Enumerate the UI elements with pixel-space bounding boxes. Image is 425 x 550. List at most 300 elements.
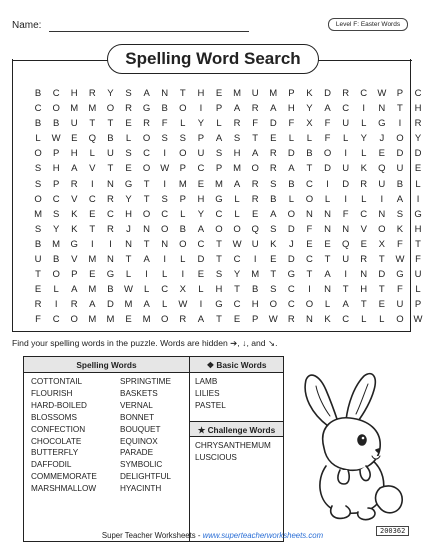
- word-item: LILIES: [195, 388, 220, 398]
- grid-letter: I: [344, 193, 347, 205]
- name-label: Name:: [12, 20, 42, 31]
- grid-letter: E: [89, 269, 96, 281]
- grid-letter: H: [414, 223, 422, 235]
- grid-letter: I: [308, 284, 311, 296]
- grid-letter: T: [216, 254, 222, 266]
- grid-letter: E: [34, 284, 42, 296]
- grid-letter: U: [378, 178, 386, 190]
- grid-letter: O: [215, 223, 223, 235]
- vertical-divider: [189, 357, 190, 541]
- grid-letter: V: [360, 223, 367, 235]
- challenge-words-header: [190, 421, 283, 437]
- grid-letter: B: [288, 178, 295, 190]
- grid-letter: S: [125, 148, 132, 160]
- grid-letter: T: [397, 103, 403, 115]
- grid-letter: I: [380, 193, 384, 205]
- grid-letter: U: [342, 254, 350, 266]
- grid-letter: A: [233, 103, 241, 115]
- grid-letter: B: [107, 133, 114, 145]
- grid-letter: T: [234, 284, 240, 296]
- grid-letter: O: [52, 103, 60, 115]
- grid-letter: L: [342, 133, 349, 145]
- grid-letter: N: [324, 284, 331, 296]
- grid-letter: R: [287, 314, 295, 326]
- grid-letter: E: [252, 208, 259, 220]
- grid-letter: U: [106, 148, 114, 160]
- grid-letter: N: [161, 88, 169, 99]
- grid-letter: X: [306, 118, 313, 130]
- grid-letter: L: [162, 299, 168, 311]
- grid-letter: R: [70, 299, 78, 311]
- grid-letter: M: [124, 299, 133, 311]
- grid-letter: E: [215, 88, 223, 99]
- word-item: SYMBOLIC: [120, 460, 163, 470]
- grid-letter: T: [342, 284, 349, 296]
- grid-letter: D: [324, 88, 331, 99]
- grid-letter: E: [233, 314, 241, 326]
- grid-letter: Y: [306, 103, 313, 115]
- grid-letter: H: [360, 284, 368, 296]
- grid-letter: I: [253, 254, 257, 266]
- grid-letter: L: [234, 193, 240, 205]
- page-title: Spelling Word Search: [107, 44, 319, 74]
- grid-letter: S: [396, 208, 404, 220]
- grid-letter: F: [288, 118, 295, 130]
- grid-letter: O: [142, 133, 151, 145]
- grid-letter: M: [215, 178, 223, 190]
- grid-letter: N: [324, 223, 331, 235]
- grid-letter: T: [360, 299, 367, 311]
- grid-letter: C: [88, 193, 96, 205]
- grid-letter: C: [306, 178, 313, 190]
- grid-letter: F: [161, 118, 168, 130]
- grid-row: [29, 174, 425, 189]
- grid-letter: K: [270, 238, 277, 250]
- grid-letter: M: [106, 314, 115, 326]
- grid-letter: P: [197, 133, 205, 145]
- grid-letter: H: [197, 193, 205, 205]
- grid-letter: L: [324, 193, 331, 205]
- grid-letter: S: [34, 223, 42, 235]
- grid-letter: S: [34, 163, 42, 175]
- grid-letter: H: [215, 284, 223, 296]
- grid-letter: L: [53, 284, 59, 296]
- grid-letter: S: [270, 178, 277, 190]
- grid-letter: A: [215, 133, 223, 145]
- grid-row: [29, 279, 425, 294]
- grid-letter: S: [125, 88, 132, 99]
- word-item: CONFECTION: [31, 424, 86, 434]
- grid-letter: Q: [251, 223, 259, 235]
- grid-letter: C: [197, 238, 205, 250]
- grid-letter: R: [34, 299, 42, 311]
- grid-letter: L: [180, 254, 186, 266]
- word-item: LUSCIOUS: [195, 452, 237, 462]
- grid-letter: C: [143, 148, 151, 160]
- grid-letter: L: [180, 208, 186, 220]
- footer: [0, 531, 425, 540]
- grid-letter: L: [415, 178, 421, 190]
- grid-letter: W: [395, 254, 405, 266]
- grid-letter: F: [324, 118, 331, 130]
- grid-letter: A: [233, 178, 241, 190]
- grid-letter: I: [91, 178, 94, 190]
- grid-letter: X: [378, 238, 385, 250]
- grid-row: [29, 189, 425, 204]
- grid-letter: S: [215, 269, 223, 281]
- grid-row: [29, 249, 425, 264]
- grid-letter: M: [88, 254, 97, 266]
- grid-letter: G: [70, 238, 78, 250]
- instructions: Find your spelling words in the puzzle. Words are hidden ➔, ↓, and ↘.: [12, 338, 278, 348]
- diamond-icon: ❖: [206, 360, 215, 370]
- grid-letter: C: [233, 299, 241, 311]
- grid-letter: B: [34, 238, 42, 250]
- grid-letter: G: [215, 299, 223, 311]
- grid-letter: L: [288, 193, 294, 205]
- grid-letter: B: [306, 148, 313, 160]
- grid-letter: D: [342, 178, 350, 190]
- grid-letter: O: [161, 314, 169, 326]
- grid-letter: E: [270, 133, 277, 145]
- grid-letter: C: [52, 314, 60, 326]
- arrow-diagonal-icon: ↘: [267, 338, 276, 348]
- footer-url[interactable]: www.superteacherworksheets.com: [202, 531, 324, 540]
- grid-letter: L: [125, 269, 132, 281]
- grid-letter: L: [234, 208, 240, 220]
- grid-letter: R: [251, 103, 259, 115]
- grid-letter: K: [71, 208, 78, 220]
- grid-letter: L: [415, 284, 421, 296]
- grid-letter: T: [107, 163, 114, 175]
- grid-letter: H: [197, 88, 205, 99]
- grid-letter: A: [324, 269, 331, 281]
- grid-letter: T: [252, 133, 259, 145]
- grid-letter: A: [197, 223, 205, 235]
- grid-letter: A: [270, 208, 277, 220]
- grid-letter: F: [35, 314, 41, 326]
- grid-letter: L: [198, 284, 204, 296]
- grid-letter: F: [415, 254, 421, 266]
- grid-letter: L: [361, 193, 367, 205]
- grid-letter: T: [216, 238, 222, 250]
- grid-letter: C: [342, 314, 350, 326]
- grid-letter: J: [379, 133, 385, 145]
- grid-letter: I: [163, 178, 167, 190]
- grid-letter: O: [378, 223, 386, 235]
- grid-letter: T: [89, 223, 96, 235]
- grid-letter: S: [161, 133, 168, 145]
- grid-letter: R: [179, 314, 187, 326]
- word-item: HYACINTH: [120, 484, 162, 494]
- word-item: FLOURISH: [31, 388, 73, 398]
- grid-letter: A: [143, 299, 150, 311]
- grid-letter: A: [324, 103, 331, 115]
- word-item: BONNET: [120, 412, 155, 422]
- grid-letter: W: [377, 88, 387, 99]
- grid-letter: M: [251, 269, 260, 281]
- grid-letter: P: [215, 103, 223, 115]
- grid-letter: I: [163, 148, 167, 160]
- word-item: CHOCOLATE: [31, 436, 82, 446]
- grid-letter: O: [179, 148, 187, 160]
- grid-letter: N: [143, 223, 151, 235]
- grid-letter: K: [396, 223, 404, 235]
- grid-row: [29, 113, 425, 128]
- grid-letter: N: [342, 223, 350, 235]
- grid-letter: L: [324, 299, 331, 311]
- grid-letter: G: [106, 269, 115, 281]
- grid-letter: N: [378, 208, 386, 220]
- grid-letter: D: [378, 269, 386, 281]
- grid-letter: R: [106, 193, 114, 205]
- grid-letter: V: [71, 193, 78, 205]
- grid-letter: E: [414, 163, 422, 175]
- grid-letter: T: [179, 88, 186, 99]
- grid-letter: U: [197, 148, 205, 160]
- grid-letter: I: [54, 299, 58, 311]
- grid-letter: E: [125, 118, 132, 130]
- grid-letter: C: [106, 208, 114, 220]
- grid-letter: G: [215, 193, 223, 205]
- grid-letter: L: [143, 284, 150, 296]
- grid-letter: O: [142, 163, 151, 175]
- worksheet-code: 200362: [376, 526, 409, 536]
- grid-letter: B: [270, 193, 277, 205]
- grid-letter: E: [378, 299, 385, 311]
- grid-letter: A: [89, 299, 96, 311]
- grid-letter: N: [324, 208, 331, 220]
- grid-letter: C: [52, 193, 60, 205]
- word-item: PARADE: [120, 448, 154, 458]
- grid-letter: D: [197, 254, 205, 266]
- grid-letter: E: [270, 254, 277, 266]
- word-item: MARSHMALLOW: [31, 484, 97, 494]
- grid-letter: H: [70, 88, 78, 99]
- grid-letter: R: [269, 148, 277, 160]
- grid-letter: U: [414, 269, 422, 281]
- grid-letter: J: [288, 238, 294, 250]
- grid-letter: W: [51, 133, 61, 145]
- grid-letter: W: [160, 163, 170, 175]
- grid-letter: M: [52, 238, 61, 250]
- grid-letter: S: [233, 133, 241, 145]
- grid-letter: I: [109, 238, 112, 250]
- grid-letter: L: [125, 133, 132, 145]
- grid-letter: T: [270, 269, 277, 281]
- grid-letter: W: [413, 314, 423, 326]
- grid-letter: U: [251, 238, 259, 250]
- grid-letter: P: [414, 299, 422, 311]
- grid-letter: G: [378, 118, 386, 130]
- word-item: EQUINOX: [120, 436, 158, 446]
- grid-letter: K: [360, 163, 367, 175]
- grid-letter: M: [178, 178, 187, 190]
- grid-letter: H: [125, 208, 132, 220]
- grid-letter: A: [197, 314, 205, 326]
- grid-letter: L: [361, 118, 367, 130]
- grid-letter: F: [342, 208, 349, 220]
- grid-letter: C: [215, 208, 223, 220]
- word-item: BLOSSOMS: [31, 412, 77, 422]
- grid-letter: U: [342, 163, 350, 175]
- grid-letter: W: [268, 314, 278, 326]
- grid-letter: R: [88, 88, 96, 99]
- grid-letter: B: [396, 178, 404, 190]
- grid-letter: O: [305, 299, 314, 311]
- grid-letter: E: [306, 238, 313, 250]
- grid-letter: N: [360, 269, 368, 281]
- grid-letter: O: [396, 133, 404, 145]
- grid-letter: M: [88, 284, 97, 296]
- grid-letter: E: [71, 133, 78, 145]
- grid-letter: Y: [197, 208, 205, 220]
- grid-letter: P: [52, 178, 60, 190]
- grid-letter: Y: [414, 133, 422, 145]
- grid-letter: B: [179, 223, 186, 235]
- grid-letter: Q: [378, 163, 386, 175]
- grid-letter: P: [396, 88, 404, 99]
- grid-letter: K: [71, 223, 78, 235]
- grid-letter: U: [70, 118, 78, 130]
- grid-row: [29, 309, 425, 324]
- grid-letter: N: [306, 314, 313, 326]
- grid-letter: S: [215, 148, 223, 160]
- grid-letter: S: [161, 193, 168, 205]
- grid-letter: F: [324, 133, 331, 145]
- grid-letter: V: [71, 254, 78, 266]
- grid-letter: O: [106, 103, 115, 115]
- grid-letter: R: [360, 254, 368, 266]
- grid-letter: L: [379, 314, 385, 326]
- grid-letter: N: [106, 254, 114, 266]
- grid-letter: Y: [197, 118, 205, 130]
- grid-letter: O: [233, 223, 241, 235]
- grid-letter: Y: [125, 193, 132, 205]
- name-line[interactable]: [49, 31, 249, 32]
- word-item: PASTEL: [195, 400, 226, 410]
- footer-text: Super Teacher Worksheets -: [101, 531, 203, 540]
- grid-letter: C: [360, 88, 368, 99]
- grid-row: [29, 204, 425, 219]
- grid-letter: E: [197, 269, 205, 281]
- grid-letter: A: [252, 148, 259, 160]
- spelling-col-1: [31, 376, 97, 495]
- word-item: HARD-BOILED: [31, 400, 87, 410]
- grid-letter: X: [179, 284, 186, 296]
- grid-letter: T: [306, 269, 313, 281]
- grid-letter: U: [396, 163, 404, 175]
- grid-row: [29, 128, 425, 143]
- grid-letter: C: [306, 254, 313, 266]
- grid-letter: H: [251, 299, 259, 311]
- grid-letter: A: [143, 254, 150, 266]
- grid-letter: B: [52, 254, 60, 266]
- grid-letter: C: [287, 284, 295, 296]
- grid-letter: O: [179, 103, 187, 115]
- spelling-words-header: Spelling Words: [24, 357, 189, 373]
- grid-letter: B: [161, 103, 168, 115]
- grid-letter: R: [70, 178, 78, 190]
- grid-letter: Y: [233, 269, 241, 281]
- grid-letter: N: [106, 178, 114, 190]
- grid-letter: S: [270, 223, 277, 235]
- grid-letter: D: [287, 254, 295, 266]
- grid-letter: O: [52, 269, 60, 281]
- grid-letter: M: [233, 163, 242, 175]
- grid-letter: A: [288, 163, 295, 175]
- grid-letter: U: [342, 118, 350, 130]
- grid-letter: O: [251, 163, 259, 175]
- grid-letter: O: [323, 148, 332, 160]
- grid-letter: T: [378, 284, 385, 296]
- grid-letter: I: [181, 269, 185, 281]
- grid-letter: T: [89, 118, 96, 130]
- grid-letter: M: [142, 314, 151, 326]
- grid-letter: M: [88, 314, 97, 326]
- grid-row: [29, 264, 425, 279]
- grid-letter: D: [287, 148, 295, 160]
- grid-letter: T: [378, 254, 385, 266]
- grid-letter: P: [288, 88, 295, 99]
- grid-letter: O: [396, 314, 404, 326]
- grid-letter: R: [125, 103, 132, 115]
- grid-letter: G: [396, 269, 404, 281]
- grid-letter: T: [143, 193, 150, 205]
- challenge-words-header-label: Challenge Words: [207, 425, 276, 435]
- grid-letter: I: [416, 193, 420, 205]
- grid-letter: P: [179, 193, 186, 205]
- word-item: BUTTERFLY: [31, 448, 79, 458]
- grid-letter: W: [232, 238, 242, 250]
- arrow-down-icon: ↓: [242, 338, 247, 348]
- grid-letter: B: [52, 118, 60, 130]
- grid-letter: T: [324, 254, 331, 266]
- grid-letter: N: [306, 208, 313, 220]
- star-icon: ★: [197, 425, 206, 435]
- grid-letter: B: [34, 88, 42, 99]
- grid-letter: T: [125, 254, 132, 266]
- grid-letter: E: [125, 314, 132, 326]
- grid-letter: Q: [88, 133, 97, 145]
- word-item: LAMB: [195, 377, 218, 386]
- grid-letter: F: [397, 284, 403, 296]
- grid-letter: P: [252, 314, 259, 326]
- grid-letter: G: [287, 269, 296, 281]
- grid-letter: Q: [341, 238, 350, 250]
- grid-letter: S: [34, 178, 42, 190]
- grid-letter: L: [216, 118, 222, 130]
- grid-letter: U: [34, 254, 42, 266]
- grid-letter: H: [414, 103, 422, 115]
- grid-letter: Y: [107, 88, 114, 99]
- grid-letter: P: [179, 163, 186, 175]
- word-item: DAFFODIL: [31, 460, 72, 470]
- grid-letter: L: [89, 148, 95, 160]
- grid-letter: A: [71, 163, 78, 175]
- grid-letter: K: [324, 314, 331, 326]
- word-item: SPRINGTIME: [120, 377, 171, 386]
- grid-letter: R: [143, 118, 151, 130]
- grid-letter: I: [344, 269, 347, 281]
- grid-letter: I: [398, 118, 402, 130]
- grid-letter: C: [233, 254, 241, 266]
- grid-letter: C: [414, 88, 422, 99]
- grid-letter: A: [396, 193, 404, 205]
- grid-letter: R: [251, 193, 259, 205]
- grid-letter: E: [125, 163, 132, 175]
- word-item: VERNAL: [120, 400, 153, 410]
